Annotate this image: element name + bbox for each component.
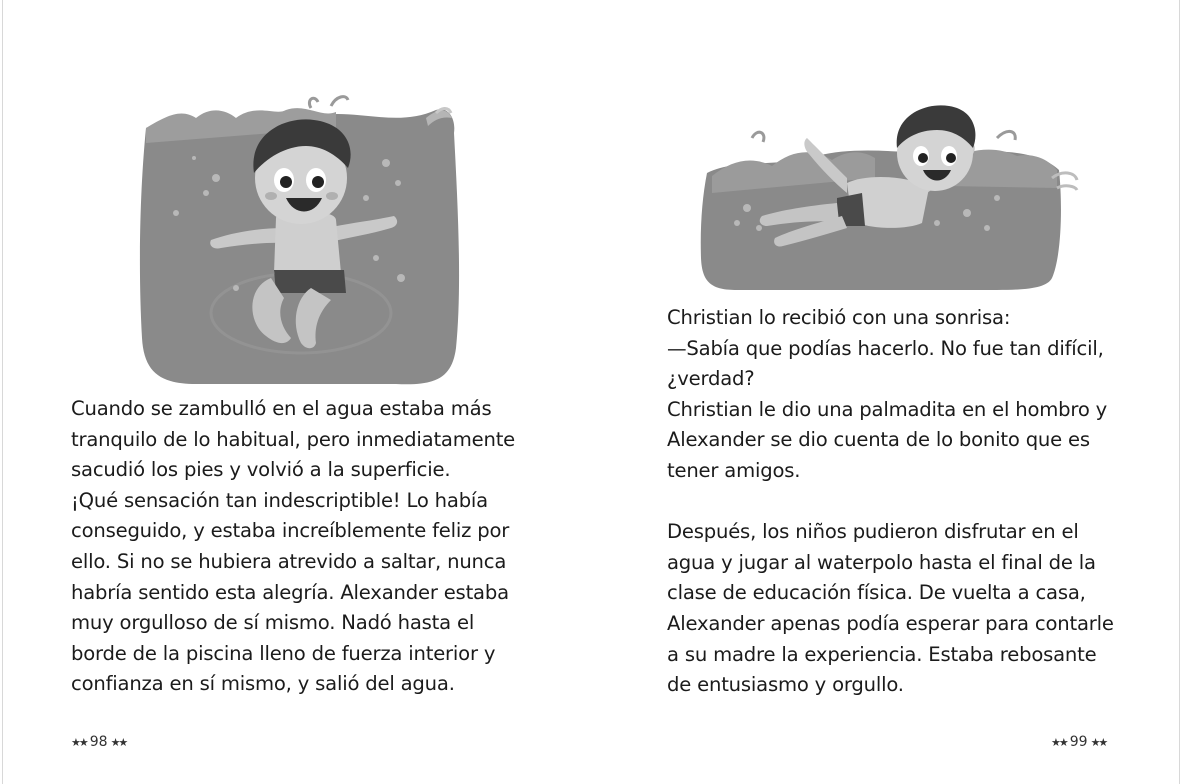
star-ornament-icon: ★★ xyxy=(110,735,127,749)
book-spread xyxy=(2,0,1180,784)
star-ornament-icon: ★★ xyxy=(1051,735,1067,749)
left-page-paragraph: Cuando se zambulló en el agua estaba más tranquilo de lo habitual, pero inmediatamente sacudió los pies y volvió a la superficie. ¡Qué sensación tan indescriptible! Lo había conseguido, y estaba increíblemente feliz por ello. Si no se hubiera atrevido a saltar, nunca habría sentido esta alegría. Alexander estaba muy orgulloso de sí mismo. Nadó hasta el borde de la piscina lleno de fuerza interior y confianza en sí mismo, y salió del agua. xyxy=(71,397,516,696)
boy-underwater-illustration xyxy=(136,88,466,388)
page-number-label: 99 xyxy=(1069,734,1088,750)
star-ornament-icon: ★★ xyxy=(71,735,87,749)
page-number-right xyxy=(1051,734,1106,750)
page-number-label: 98 xyxy=(89,734,108,750)
page-number-left xyxy=(71,734,126,750)
boy-swimming-illustration xyxy=(697,98,1087,294)
right-page-paragraph: Christian lo recibió con una sonrisa: —Sabía que podías hacerlo. No fue tan difícil, ¿verdad? Christian le dio una palmadita en el hombro y Alexander se dio cuenta de lo bonito que es tener amigos. Después, los niños pudieron disfrutar en el agua y jugar al waterpolo hasta el final de la clase de educación física. De vuelta a casa, Alexander apenas podía esperar para contarle a su madre la experiencia. Estaba rebosante de entusiasmo y orgullo. xyxy=(667,306,1114,697)
star-ornament-icon: ★★ xyxy=(1090,735,1107,749)
